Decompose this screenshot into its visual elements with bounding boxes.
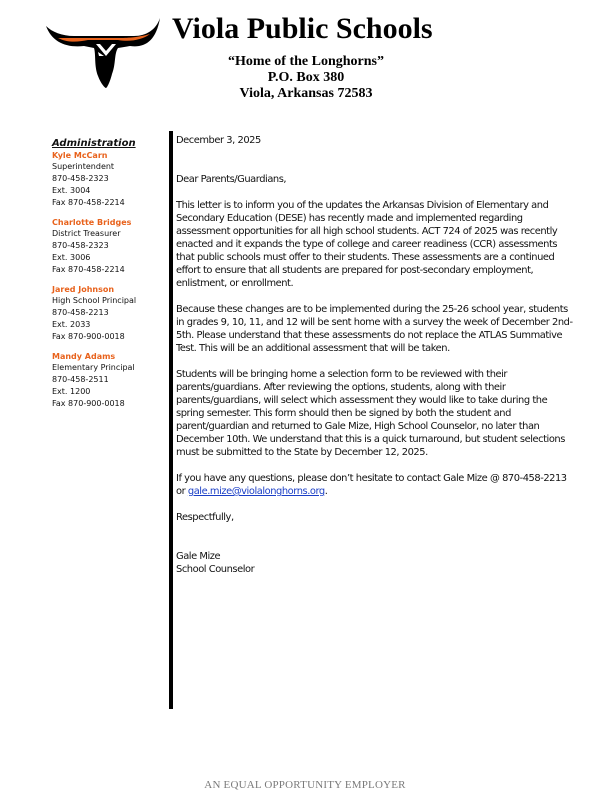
footer-eeo: AN EQUAL OPPORTUNITY EMPLOYER bbox=[204, 779, 406, 791]
address-po-box: P.O. Box 380 bbox=[267, 70, 345, 85]
admin-phone: 870-458-2323 bbox=[52, 174, 109, 183]
contact-text: If you have any questions, please don’t hesitate to contact Gale Mize @ 870-458-2213 or bbox=[176, 473, 567, 497]
admin-contact bbox=[52, 217, 164, 276]
admin-ext: Ext. 3006 bbox=[52, 253, 91, 262]
address-city-state: Viola, Arkansas 72583 bbox=[239, 86, 373, 101]
letter-paragraph: This letter is to inform you of the updates the Arkansas Division of Elementary and Secondary Education (DESE) has recently made and implemented regarding assessment opportunities for all high school students. ACT 724 of 2025 was recently enacted and it expands the type of college and career readiness (CCR) assessments that public schools must offer to their students. These assessments are a continued effort to ensure that all students are prepared for post-secondary employment, enlistment, or enrollment. bbox=[176, 200, 558, 289]
school-motto: “Home of the Longhorns” bbox=[228, 54, 384, 69]
letter-paragraph: Because these changes are to be implemented during the 25-26 school year, students in grades 9, 10, 11, and 12 will be sent home with a survey the week of December 2nd-5th. Please understand that these assessments do not replace the ATLAS Summative Test. This will be an additional assessment that will be taken. bbox=[176, 304, 573, 354]
school-address bbox=[172, 54, 440, 102]
admin-title: Elementary Principal bbox=[52, 363, 135, 372]
admin-ext: Ext. 1200 bbox=[52, 387, 91, 396]
admin-fax: Fax 870-458-2214 bbox=[52, 198, 125, 207]
admin-name: Kyle McCarn bbox=[52, 151, 108, 160]
letter-paragraph: Students will be bringing home a selection form to be reviewed with their parents/guardians. After reviewing the options, students, along with their parents/guardians, will select which assessment they would like to take during the spring semester. This form should then be signed by both the student and parent/guardian and returned to Gale Mize, High School Counselor, no later than December 10th. We understand that this is a quick turnaround, but student selections must be submitted to the State by December 12, 2025. bbox=[176, 369, 565, 458]
admin-contact bbox=[52, 351, 164, 410]
admin-name: Charlotte Bridges bbox=[52, 218, 132, 227]
signature-name: Gale Mize bbox=[176, 551, 221, 562]
admin-phone: 870-458-2511 bbox=[52, 375, 109, 384]
admin-name: Mandy Adams bbox=[52, 352, 116, 361]
admin-contact bbox=[52, 150, 164, 209]
admin-phone: 870-458-2213 bbox=[52, 308, 109, 317]
school-name: Viola Public Schools bbox=[172, 12, 433, 45]
admin-fax: Fax 870-458-2214 bbox=[52, 265, 125, 274]
administration-sidebar bbox=[52, 137, 164, 418]
contact-text-end: . bbox=[324, 486, 328, 497]
administration-heading: Administration bbox=[52, 138, 136, 149]
longhorn-logo-icon bbox=[44, 10, 162, 90]
signature-title: School Counselor bbox=[176, 564, 255, 575]
admin-title: District Treasurer bbox=[52, 229, 121, 238]
admin-title: Superintendent bbox=[52, 162, 115, 171]
vertical-divider bbox=[169, 131, 173, 709]
admin-ext: Ext. 2033 bbox=[52, 320, 91, 329]
admin-contact bbox=[52, 284, 164, 343]
letter-contact-paragraph bbox=[176, 472, 574, 498]
letter-closing: Respectfully, bbox=[176, 512, 234, 523]
letter-salutation: Dear Parents/Guardians, bbox=[176, 174, 287, 185]
contact-email-link[interactable]: gale.mize@violalonghorns.org bbox=[187, 486, 325, 497]
admin-ext: Ext. 3004 bbox=[52, 186, 91, 195]
admin-phone: 870-458-2323 bbox=[52, 241, 109, 250]
admin-fax: Fax 870-900-0018 bbox=[52, 332, 125, 341]
admin-name: Jared Johnson bbox=[52, 285, 115, 294]
letter-date: December 3, 2025 bbox=[176, 135, 261, 146]
letter-body bbox=[176, 134, 574, 576]
admin-fax: Fax 870-900-0018 bbox=[52, 399, 125, 408]
admin-title: High School Principal bbox=[52, 296, 137, 305]
